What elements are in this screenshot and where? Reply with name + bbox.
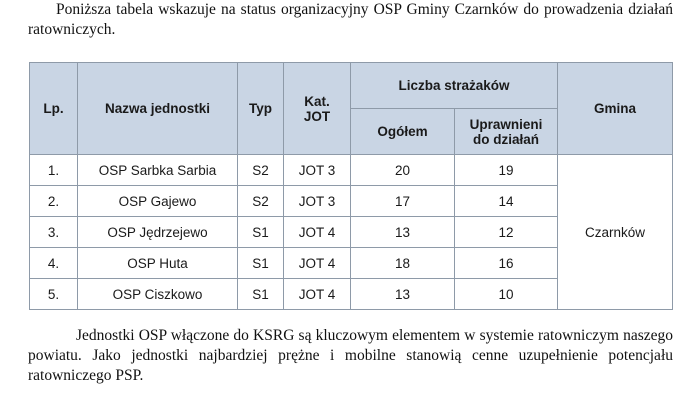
header-kat-line2: JOT xyxy=(303,108,331,124)
header-row-top xyxy=(30,63,673,109)
cell-lp: 4. xyxy=(30,248,78,279)
cell-uprawnieni: 12 xyxy=(455,217,558,248)
cell-kat: JOT 4 xyxy=(284,217,351,248)
cell-typ: S1 xyxy=(238,217,284,248)
cell-kat: JOT 4 xyxy=(284,279,351,310)
cell-ogolem: 13 xyxy=(351,217,455,248)
cell-ogolem: 18 xyxy=(351,248,455,279)
cell-kat: JOT 3 xyxy=(284,155,351,186)
osp-status-table xyxy=(29,62,673,310)
cell-lp: 1. xyxy=(30,155,78,186)
cell-typ: S2 xyxy=(238,155,284,186)
header-uprawnieni xyxy=(455,109,558,155)
cell-lp: 5. xyxy=(30,279,78,310)
header-typ: Typ xyxy=(238,63,284,155)
cell-nazwa: OSP Jędrzejewo xyxy=(78,217,238,248)
cell-ogolem: 17 xyxy=(351,186,455,217)
cell-kat: JOT 4 xyxy=(284,248,351,279)
cell-ogolem: 20 xyxy=(351,155,455,186)
header-uprawnieni-line1: Uprawnieni xyxy=(469,116,543,132)
cell-lp: 3. xyxy=(30,217,78,248)
cell-gmina: Czarnków xyxy=(558,155,673,310)
intro-text: Poniższa tabela wskazuje na status organizacyjny OSP Gminy Czarnków do prowadzenia działań ratowniczych. xyxy=(28,1,673,38)
header-ogolem: Ogółem xyxy=(351,109,455,155)
closing-paragraph xyxy=(28,326,673,386)
header-liczba-strazakow: Liczba strażaków xyxy=(351,63,558,109)
cell-nazwa: OSP Gajewo xyxy=(78,186,238,217)
cell-nazwa: OSP Huta xyxy=(78,248,238,279)
header-gmina: Gmina xyxy=(558,63,673,155)
cell-uprawnieni: 19 xyxy=(455,155,558,186)
cell-uprawnieni: 10 xyxy=(455,279,558,310)
cell-typ: S2 xyxy=(238,186,284,217)
cell-kat: JOT 3 xyxy=(284,186,351,217)
header-nazwa: Nazwa jednostki xyxy=(78,63,238,155)
cell-ogolem: 13 xyxy=(351,279,455,310)
table-row xyxy=(30,155,673,186)
cell-nazwa: OSP Ciszkowo xyxy=(78,279,238,310)
cell-nazwa: OSP Sarbka Sarbia xyxy=(78,155,238,186)
cell-typ: S1 xyxy=(238,279,284,310)
closing-text: Jednostki OSP włączone do KSRG są kluczowym elementem w systemie ratowniczym naszego powiatu. Jako jednostki najbardziej prężne i mobilne stanowią cenne uzupełnienie potencjału ratowniczego PSP. xyxy=(28,327,673,384)
cell-typ: S1 xyxy=(238,248,284,279)
intro-paragraph xyxy=(28,0,673,40)
cell-lp: 2. xyxy=(30,186,78,217)
header-lp: Lp. xyxy=(30,63,78,155)
header-kat-jot xyxy=(284,63,351,155)
cell-uprawnieni: 14 xyxy=(455,186,558,217)
cell-uprawnieni: 16 xyxy=(455,248,558,279)
header-uprawnieni-line2: do działań xyxy=(473,131,540,147)
header-kat-line1: Kat. xyxy=(304,93,330,109)
